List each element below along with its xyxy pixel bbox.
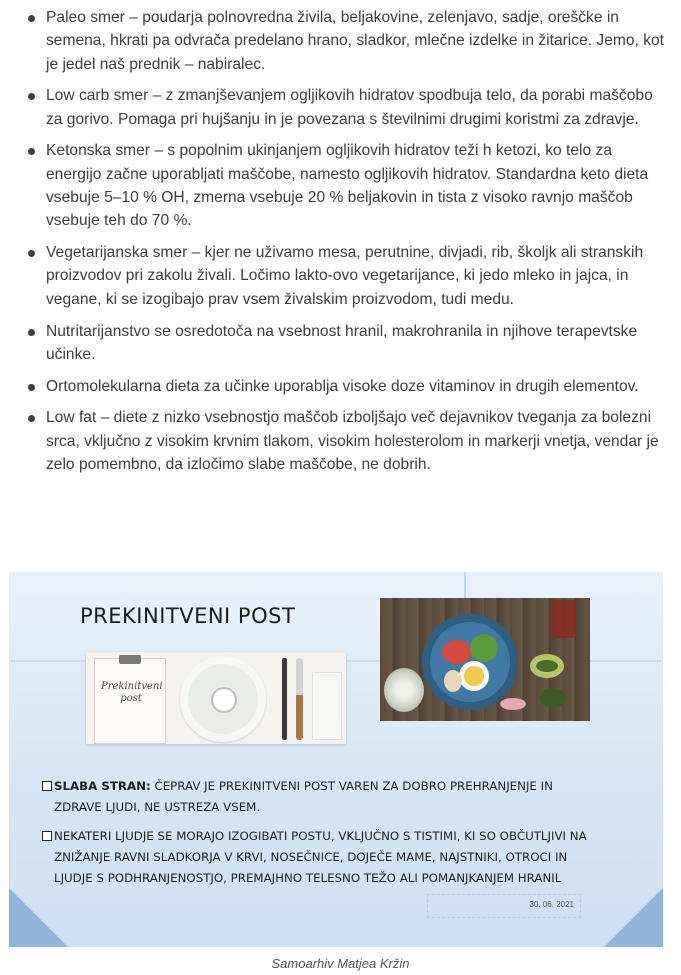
egg-icon [464,666,484,686]
date-box [427,894,581,918]
slide-point [42,826,602,889]
slide-point-label: SLABA STRAN: [54,779,151,793]
grain-icon [444,670,462,692]
checkbox-square-icon [42,831,52,841]
clipboard-icon [94,658,166,744]
list-item: Ortomolekularna dieta za učinke uporablja visoke doze vitaminov in drugih elementov. [26,375,671,398]
greens-icon [470,634,498,662]
jar-icon [552,600,576,638]
corner-decoration [603,888,663,947]
slide-date: 30. 06. 2021 [529,900,574,909]
presentation-slide-image [9,572,663,947]
slide-title: PREKINITVENI POST [80,604,296,628]
food-bowl-photo [380,598,590,721]
checkbox-square-icon [42,781,52,791]
slide-point-text: NEKATERI LJUDJE SE MORAJO IZOGIBATI POSTU, VKLJUČNO S TISTIMI, KI SO OBČUTLJIVI NA ZNIŽANJE RAVNI SLADKORJA V KRVI, NOSEČNICE, DOJEČE MAME, NAJSTNIKI, OTROCI IN LJUDJE S PODHRANJENOSTJO, PREMAJHNO TELESNO TEŽO ALI POMANJKANJEM HRANIL [54,829,587,885]
bowl-icon [422,614,518,710]
diet-list [26,6,671,485]
plate-icon [180,656,266,742]
slide-points [42,776,602,897]
napkin-icon [312,672,342,740]
bowl-inner [430,622,510,702]
corner-decoration [9,888,69,947]
fasting-photo [86,652,346,744]
list-item: Ketonska smer – s popolnim ukinjanjem ogljikovih hidratov teži h ketozi, ko telo za energijo začne uporabljati maščobe, namesto ogljikovih hidratov. Standardna keto dieta vsebuje 5–10 % OH, zmerna vsebuje 20 % beljakovin in tista z visoko ravnjo maščob vsebuje teh do 70 %. [26,139,671,232]
radish-icon [500,698,526,710]
image-caption: Samoarhiv Matjea Kržin [271,956,410,971]
knife-icon [296,658,303,740]
avocado-icon [530,654,564,678]
clock-icon [211,687,237,713]
list-item: Low fat – diete z nizko vsebnostjo maščob izboljšajo več dejavnikov tveganja za bolezni srca, vključno z visokim krvnim tlakom, visokim holesterolom in markerji vnetja, vendar je zelo pomembno, da izločimo slabe maščobe, ne dobrih. [26,406,671,476]
avocado-icon [540,688,566,708]
tomato-icon [442,640,472,664]
list-item: Vegetarijanska smer – kjer ne uživamo mesa, perutnine, divjadi, rib, školjk ali stranskih proizvodov pri zakolu živali. Ločimo lakto-ovo vegetarijance, ki jedo mleko in jajca, in vegane, ki se izogibajo prav vsem živalskim proizvodom, tudi medu. [26,241,671,311]
clipboard-text: Prekinitveni post [101,681,163,704]
clip-icon [119,655,141,664]
list-item: Low carb smer – z zmanjševanjem ogljikovih hidratov spodbuja telo, da porabi maščobo za gorivo. Pomaga pri hujšanju in je povezana s številnimi drugimi koristmi za zdravje. [26,84,671,131]
list-item: Nutritarijanstvo se osredotoča na vsebnost hranil, makrohranila in njihove terapevtske učinke. [26,320,671,367]
flowers-icon [384,668,424,712]
slide-point [42,776,602,818]
list-item: Paleo smer – poudarja polnovredna živila, beljakovine, zelenjavo, sadje, oreščke in semena, hkrati pa odvrača predelano hrano, sladkor, mlečne izdelke in žitarice. Jemo, kot je jedel naš prednik – nabiralec. [26,6,671,76]
slide-point-text: ČEPRAV JE PREKINITVENI POST VAREN ZA DOBRO PREHRANJENJE IN ZDRAVE LJUDI, NE USTREZA VSEM. [54,779,553,814]
fork-icon [282,658,287,740]
